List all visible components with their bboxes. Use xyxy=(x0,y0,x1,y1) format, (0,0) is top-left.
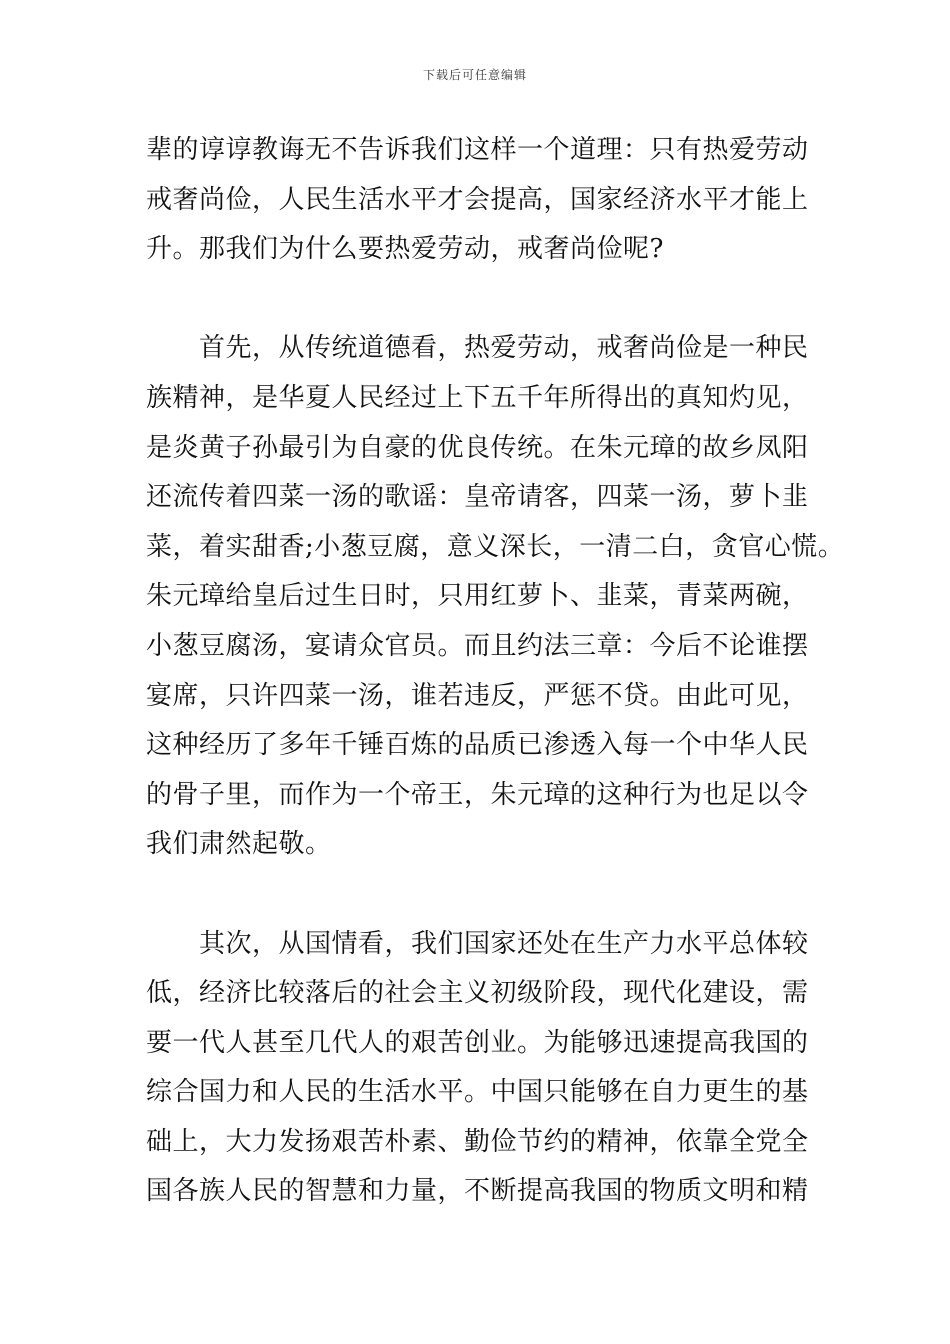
text-line: 辈的谆谆教诲无不告诉我们这样一个道理：只有热爱劳动 xyxy=(146,135,809,165)
text-line: 首先，从传统道德看，热爱劳动，戒奢尚俭是一种民 xyxy=(146,333,809,364)
paragraph-1 xyxy=(146,126,826,275)
paragraph-gap xyxy=(146,870,826,920)
text-line: 族精神，是华夏人民经过上下五千年所得出的真知灼见， xyxy=(146,382,809,413)
paragraph-2 xyxy=(146,324,845,870)
paragraph-gap xyxy=(146,275,826,325)
text-line: 朱元璋给皇后过生日时，只用红萝卜、韭菜，青菜两碗， xyxy=(146,581,809,612)
text-line: 要一代人甚至几代人的艰苦创业。为能够迅速提高我国的 xyxy=(146,1027,809,1058)
text-line: 的骨子里，而作为一个帝王，朱元璋的这种行为也足以令 xyxy=(146,779,809,810)
page-header: 下载后可任意编辑 xyxy=(422,68,527,82)
text-line: 我们肃然起敬。 xyxy=(146,829,332,860)
text-line: 菜，着实甜香;小葱豆腐，意义深长，一清二白，贪官心慌。 xyxy=(146,531,845,562)
text-line: 戒奢尚俭，人民生活水平才会提高，国家经济水平才能上 xyxy=(146,184,809,215)
text-line: 宴席，只许四菜一汤，谁若违反，严惩不贷。由此可见， xyxy=(146,680,809,711)
text-line: 还流传着四菜一汤的歌谣：皇帝请客，四菜一汤，萝卜韭 xyxy=(146,482,809,513)
text-line: 低，经济比较落后的社会主义初级阶段，现代化建设，需 xyxy=(146,978,809,1009)
text-line: 升。那我们为什么要热爱劳动，戒奢尚俭呢? xyxy=(146,234,664,265)
text-line: 综合国力和人民的生活水平。中国只能够在自力更生的基 xyxy=(146,1077,809,1108)
text-line: 这种经历了多年千锤百炼的品质已渗透入每一个中华人民 xyxy=(146,730,809,761)
text-line: 础上，大力发扬艰苦朴素、勤俭节约的精神，依靠全党全 xyxy=(146,1126,809,1157)
text-line: 是炎黄子孙最引为自豪的优良传统。在朱元璋的故乡凤阳 xyxy=(146,432,809,463)
paragraph-3 xyxy=(146,920,826,1218)
text-line: 国各族人民的智慧和力量，不断提高我国的物质文明和精 xyxy=(146,1176,809,1207)
text-line: 小葱豆腐汤，宴请众官员。而且约法三章：今后不论谁摆 xyxy=(146,630,809,661)
text-line: 其次，从国情看，我们国家还处在生产力水平总体较 xyxy=(146,928,809,959)
document-body xyxy=(146,126,845,1217)
